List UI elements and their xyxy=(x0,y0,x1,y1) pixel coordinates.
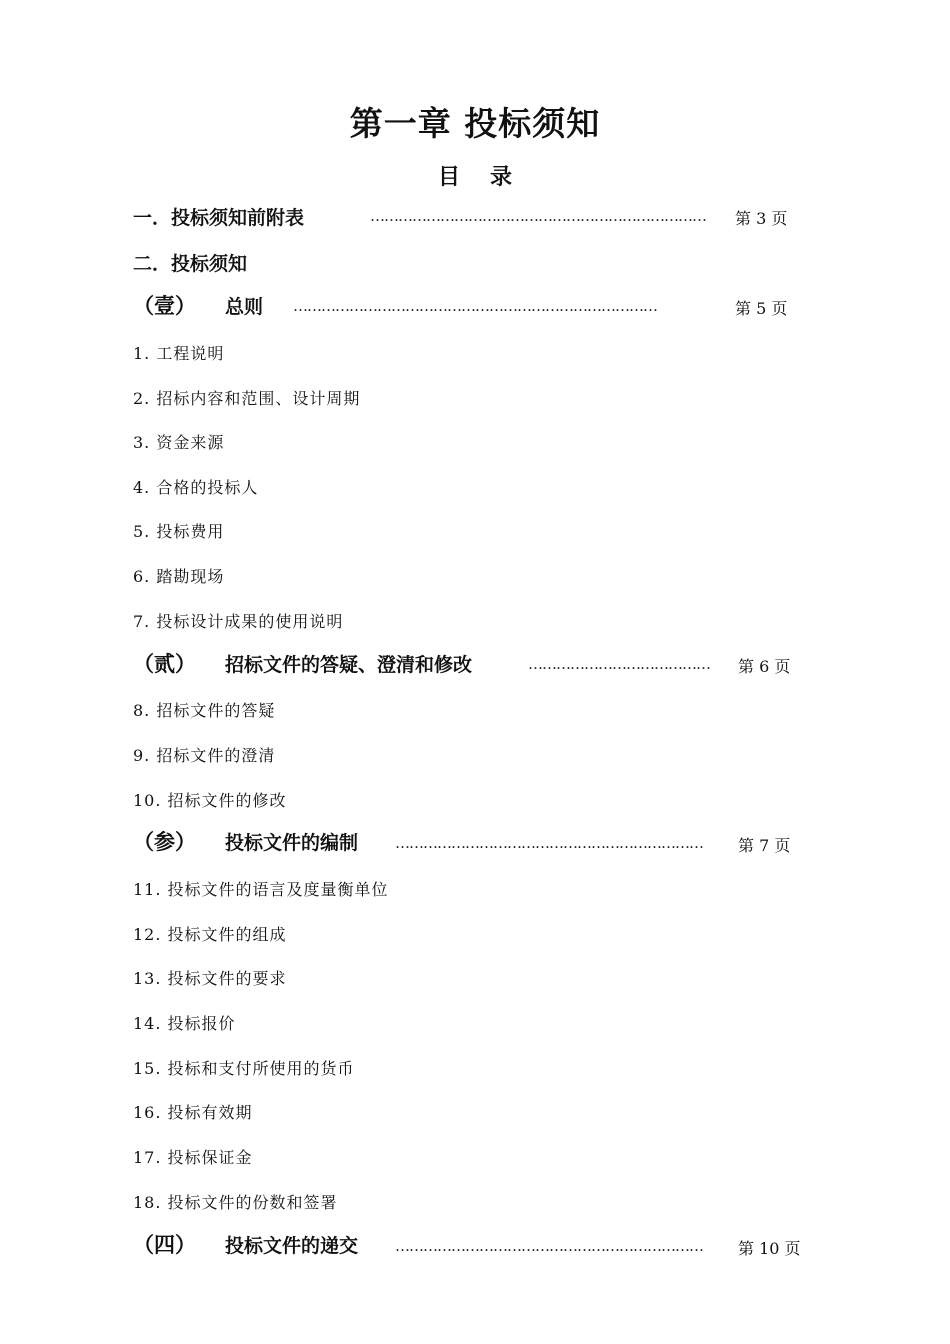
toc-page-number: 第 10 页 xyxy=(738,1239,801,1258)
toc-leader: ………………………………………………………… xyxy=(395,834,703,852)
toc-page-number: 第 7 页 xyxy=(738,836,791,855)
toc-item[interactable]: 2. 招标内容和范围、设计周期 xyxy=(133,389,361,408)
toc-entry-part-4[interactable] xyxy=(133,1229,358,1259)
toc-part-number: （四） xyxy=(133,1232,196,1257)
toc-heading xyxy=(0,160,950,191)
toc-entry-label: 投标文件的递交 xyxy=(225,1235,359,1257)
toc-item[interactable]: 10. 招标文件的修改 xyxy=(133,791,287,810)
toc-leader: ………………………………………………………… xyxy=(395,1237,703,1255)
toc-leader: ……………………………………………………………… xyxy=(370,207,706,225)
toc-entry-part-2[interactable] xyxy=(133,648,472,678)
toc-entry-section-1[interactable] xyxy=(133,203,304,230)
toc-item[interactable]: 5. 投标费用 xyxy=(133,522,225,541)
toc-entry-label: 二．投标须知 xyxy=(133,253,248,275)
toc-page-number: 第 3 页 xyxy=(735,209,788,228)
toc-item[interactable]: 18. 投标文件的份数和签署 xyxy=(133,1193,338,1212)
toc-item[interactable]: 3. 资金来源 xyxy=(133,433,225,452)
toc-item[interactable]: 7. 投标设计成果的使用说明 xyxy=(133,612,344,631)
toc-heading-part-1: 目 xyxy=(437,164,460,190)
toc-item[interactable]: 13. 投标文件的要求 xyxy=(133,969,287,988)
toc-entry-label: 一．投标须知前附表 xyxy=(133,207,305,229)
toc-leader: …………………………………………………………………… xyxy=(293,297,657,315)
toc-item[interactable]: 12. 投标文件的组成 xyxy=(133,925,287,944)
toc-entry-part-1[interactable] xyxy=(133,290,263,320)
toc-item[interactable]: 1. 工程说明 xyxy=(133,344,225,363)
toc-item[interactable]: 14. 投标报价 xyxy=(133,1014,236,1033)
chapter-title: 第一章 投标须知 xyxy=(349,104,601,143)
toc-part-number: （参） xyxy=(133,829,196,854)
toc-heading-part-2: 录 xyxy=(490,164,513,190)
toc-item[interactable]: 9. 招标文件的澄清 xyxy=(133,746,276,765)
toc-entry-label: 总则 xyxy=(225,296,264,318)
toc-entry-label: 招标文件的答疑、澄清和修改 xyxy=(225,654,473,676)
toc-item[interactable]: 8. 招标文件的答疑 xyxy=(133,701,276,720)
toc-item[interactable]: 15. 投标和支付所使用的货币 xyxy=(133,1059,355,1078)
toc-part-number: （贰） xyxy=(133,652,196,676)
toc-entry-part-3[interactable] xyxy=(133,826,358,856)
toc-page-number: 第 5 页 xyxy=(735,299,788,318)
toc-page-number: 第 6 页 xyxy=(738,657,791,676)
toc-item[interactable]: 17. 投标保证金 xyxy=(133,1148,253,1167)
toc-leader: ………………………………… xyxy=(528,655,710,673)
toc-item[interactable]: 16. 投标有效期 xyxy=(133,1103,253,1122)
toc-entry-label: 投标文件的编制 xyxy=(225,832,359,854)
toc-part-number: （壹） xyxy=(133,294,196,318)
toc-item[interactable]: 6. 踏勘现场 xyxy=(133,567,225,586)
toc-item[interactable]: 4. 合格的投标人 xyxy=(133,478,259,497)
toc-entry-section-2[interactable] xyxy=(133,249,247,276)
toc-item[interactable]: 11. 投标文件的语言及度量衡单位 xyxy=(133,880,389,899)
